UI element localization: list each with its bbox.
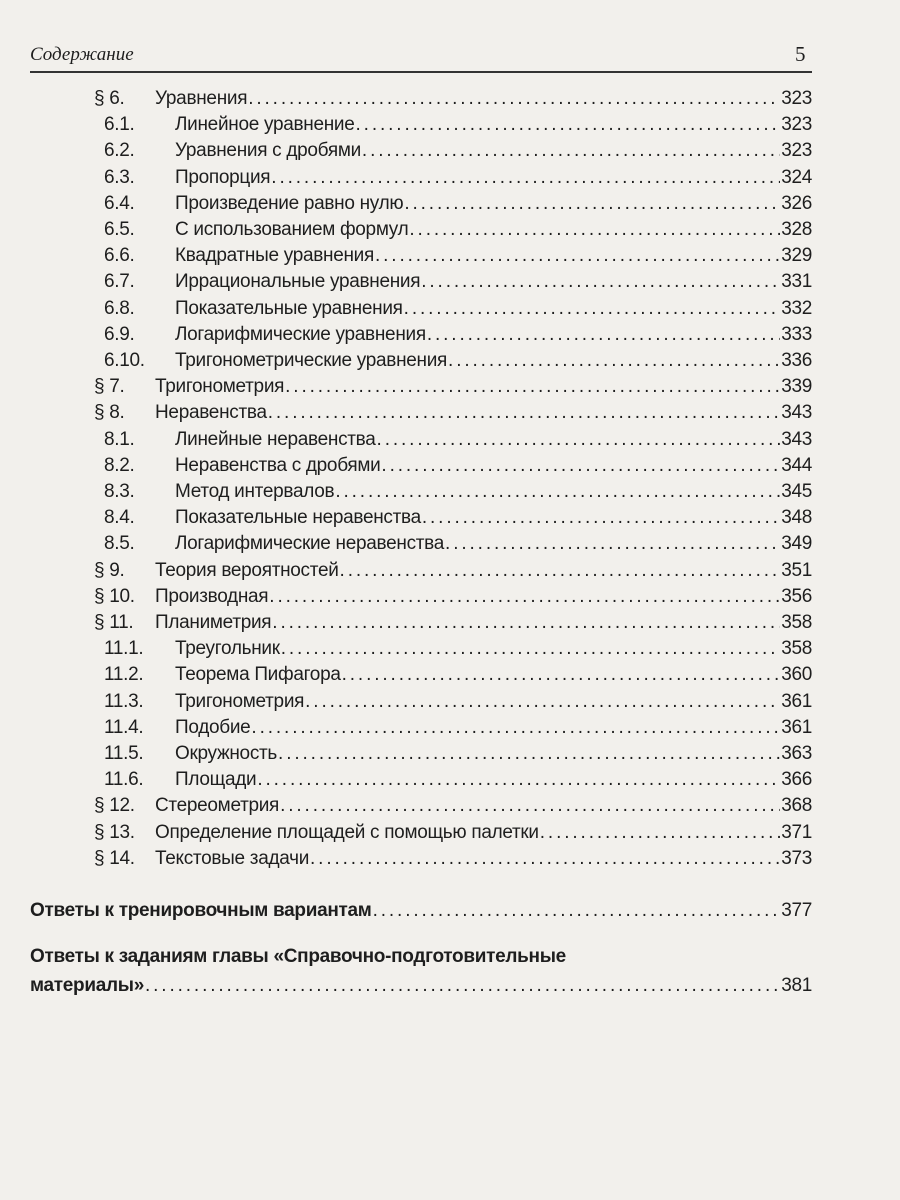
toc-entry[interactable] <box>0 560 900 584</box>
toc-entry[interactable] <box>0 795 900 819</box>
entry-number: 6.4. <box>104 192 135 214</box>
entry-number: 6.5. <box>104 219 135 240</box>
entry-page: 368 <box>781 795 812 817</box>
entry-page: 363 <box>781 743 812 764</box>
dot-leader <box>272 612 780 634</box>
entry-page: 331 <box>781 271 812 293</box>
entry-page: 323 <box>781 88 812 109</box>
toc-entry[interactable] <box>0 612 900 636</box>
entry-title: Определение площадей с помощью палетки <box>155 821 539 843</box>
dot-leader <box>375 245 780 267</box>
entry-number: § 14. <box>94 847 135 869</box>
entry-title-continued: материалы» <box>30 975 144 996</box>
dot-leader <box>281 638 780 660</box>
toc-entry[interactable] <box>0 848 900 872</box>
dot-leader <box>448 350 780 372</box>
entry-number: 8.2. <box>104 454 135 476</box>
entry-number: 11.5. <box>104 743 144 764</box>
entry-title: Производная <box>155 585 269 607</box>
dot-leader <box>251 717 780 739</box>
entry-number: 6.10. <box>104 350 145 371</box>
entry-page: 343 <box>781 428 812 450</box>
entry-title: Логарифмические уравнения <box>175 323 426 345</box>
dot-leader <box>335 481 780 503</box>
entry-number: 6.6. <box>104 245 135 267</box>
entry-title: Окружность <box>175 743 278 764</box>
entry-title: Площади <box>175 769 257 791</box>
toc-entry[interactable] <box>0 638 900 662</box>
entry-title: Тригонометрические уравнения <box>175 350 448 371</box>
entry-page: 339 <box>781 376 812 398</box>
entry-number: 11.3. <box>104 690 144 712</box>
entry-number: 6.1. <box>104 114 135 136</box>
entry-number: 8.4. <box>104 507 135 529</box>
entry-page: 373 <box>781 847 812 869</box>
entry-number: 8.5. <box>104 533 135 555</box>
entry-number: 6.7. <box>104 271 135 293</box>
entry-number: 8.1. <box>104 428 135 450</box>
entry-title: Показательные неравенства <box>175 507 421 529</box>
entry-number: 6.2. <box>104 140 135 162</box>
entry-number: § 12. <box>94 795 135 817</box>
entry-number: § 13. <box>94 821 135 843</box>
dot-leader <box>356 114 781 136</box>
entry-title: Тригонометрия <box>175 690 305 712</box>
entry-title: Метод интервалов <box>175 481 335 502</box>
entry-page: 366 <box>781 769 812 791</box>
entry-number: § 11. <box>94 612 134 633</box>
dot-leader <box>271 167 780 189</box>
toc-entry[interactable] <box>0 350 900 374</box>
dot-leader <box>404 298 781 320</box>
entry-page: 326 <box>781 192 812 214</box>
toc-entry[interactable] <box>0 691 900 715</box>
entry-page: 344 <box>781 454 812 476</box>
entry-number: 11.6. <box>104 769 144 791</box>
toc-entry[interactable] <box>0 717 900 741</box>
toc-entry[interactable] <box>0 664 900 688</box>
dot-leader <box>421 271 780 293</box>
toc-entry-answers-chapter-line2[interactable] <box>30 975 812 999</box>
toc-entry[interactable] <box>0 88 900 112</box>
entry-number: § 9. <box>94 559 125 581</box>
entry-title: Неравенства с дробями <box>175 454 381 476</box>
entry-page: 343 <box>781 402 812 424</box>
toc-entry[interactable] <box>0 376 900 400</box>
dot-leader <box>409 219 780 241</box>
toc-entry-answers-training[interactable] <box>30 900 812 924</box>
entry-title: С использованием формул <box>175 219 409 240</box>
entry-number: § 10. <box>94 585 135 607</box>
dot-leader <box>445 533 780 555</box>
toc-entry[interactable] <box>0 455 900 479</box>
entry-page: 333 <box>781 323 812 345</box>
entry-page: 328 <box>781 219 812 240</box>
entry-page: 345 <box>781 481 812 502</box>
dot-leader <box>278 743 780 765</box>
entry-page: 360 <box>781 664 812 686</box>
entry-page: 371 <box>781 821 812 843</box>
dot-leader <box>422 507 780 529</box>
toc-entry[interactable] <box>0 402 900 426</box>
entry-title: Произведение равно нулю <box>175 192 404 214</box>
toc-entry[interactable] <box>0 140 900 164</box>
entry-title: Подобие <box>175 716 251 738</box>
entry-number: 11.4. <box>104 716 144 738</box>
dot-leader <box>362 140 780 162</box>
entry-title: Квадратные уравнения <box>175 245 374 267</box>
dot-leader <box>268 402 780 424</box>
toc-entry[interactable] <box>0 586 900 610</box>
entry-title: Теория вероятностей <box>155 559 339 581</box>
toc-entry[interactable] <box>0 481 900 505</box>
dot-leader <box>404 193 780 215</box>
dot-leader <box>145 975 780 997</box>
entry-page: 381 <box>781 975 812 996</box>
dot-leader <box>305 691 780 713</box>
entry-page: 323 <box>781 140 812 162</box>
dot-leader <box>342 664 781 686</box>
entry-title: Линейные неравенства <box>175 428 376 450</box>
entry-title: Тригонометрия <box>155 376 285 398</box>
entry-title: Стереометрия <box>155 795 280 817</box>
toc-entry[interactable] <box>0 533 900 557</box>
dot-leader <box>248 88 780 110</box>
dot-leader <box>427 324 780 346</box>
toc-entry[interactable] <box>0 743 900 767</box>
entry-page: 349 <box>781 533 812 555</box>
entry-number: § 8. <box>94 402 125 424</box>
toc-entry[interactable] <box>0 114 900 138</box>
toc-entry-answers-chapter-line1[interactable] <box>30 946 812 970</box>
entry-page: 358 <box>781 638 812 660</box>
entry-title: Теорема Пифагора <box>175 664 341 686</box>
toc-entry[interactable] <box>0 245 900 269</box>
dot-leader <box>540 822 780 844</box>
dot-leader <box>381 455 780 477</box>
toc-entry[interactable] <box>0 219 900 243</box>
toc-entry[interactable] <box>0 167 900 191</box>
dot-leader <box>280 795 780 817</box>
entry-number: § 6. <box>94 88 125 109</box>
entry-number: 8.3. <box>104 481 135 502</box>
entry-page: 377 <box>781 900 812 921</box>
entry-number: 6.3. <box>104 166 135 188</box>
entry-page: 332 <box>781 297 812 319</box>
entry-title: Линейное уравнение <box>175 114 355 136</box>
toc-entry[interactable] <box>0 271 900 295</box>
entry-title: Иррациональные уравнения <box>175 271 421 293</box>
entry-title: Логарифмические неравенства <box>175 533 445 555</box>
entry-title: Уравнения <box>155 88 248 109</box>
entry-title: Неравенства <box>155 402 267 424</box>
entry-number: 6.8. <box>104 297 135 319</box>
entry-page: 329 <box>781 245 812 267</box>
dot-leader <box>257 769 780 791</box>
entry-number: 6.9. <box>104 323 135 345</box>
toc-entry[interactable] <box>0 298 900 322</box>
dot-leader <box>285 376 780 398</box>
entry-page: 323 <box>781 114 812 136</box>
entry-number: § 7. <box>94 376 125 398</box>
entry-number: 11.1. <box>104 638 144 660</box>
dot-leader <box>377 429 781 451</box>
entry-page: 348 <box>781 507 812 529</box>
entry-page: 351 <box>781 559 812 581</box>
entry-number: 11.2. <box>104 664 144 686</box>
toc-entry[interactable] <box>0 193 900 217</box>
entry-title: Ответы к заданиям главы «Справочно-подготовительные <box>30 946 566 967</box>
toc-entry[interactable] <box>0 822 900 846</box>
entry-title: Треугольник <box>175 638 280 660</box>
entry-title: Ответы к тренировочным вариантам <box>30 900 372 921</box>
dot-leader <box>373 900 781 922</box>
entry-title: Уравнения с дробями <box>175 140 361 162</box>
toc-entry[interactable] <box>0 324 900 348</box>
toc-entry[interactable] <box>0 769 900 793</box>
entry-title: Показательные уравнения <box>175 297 403 319</box>
page-number: 5 <box>795 42 806 66</box>
running-header-title: Содержание <box>30 44 134 65</box>
entry-page: 361 <box>781 716 812 738</box>
header-rule <box>30 71 812 73</box>
entry-title: Пропорция <box>175 166 271 188</box>
entry-page: 336 <box>781 350 812 371</box>
dot-leader <box>269 586 780 608</box>
entry-page: 324 <box>781 166 812 188</box>
toc-entry[interactable] <box>0 429 900 453</box>
dot-leader <box>310 848 780 870</box>
entry-title: Планиметрия <box>155 612 272 633</box>
entry-page: 361 <box>781 690 812 712</box>
entry-page: 358 <box>781 612 812 633</box>
dot-leader <box>340 560 781 582</box>
toc-entry[interactable] <box>0 507 900 531</box>
entry-title: Текстовые задачи <box>155 847 310 869</box>
entry-page: 356 <box>781 585 812 607</box>
